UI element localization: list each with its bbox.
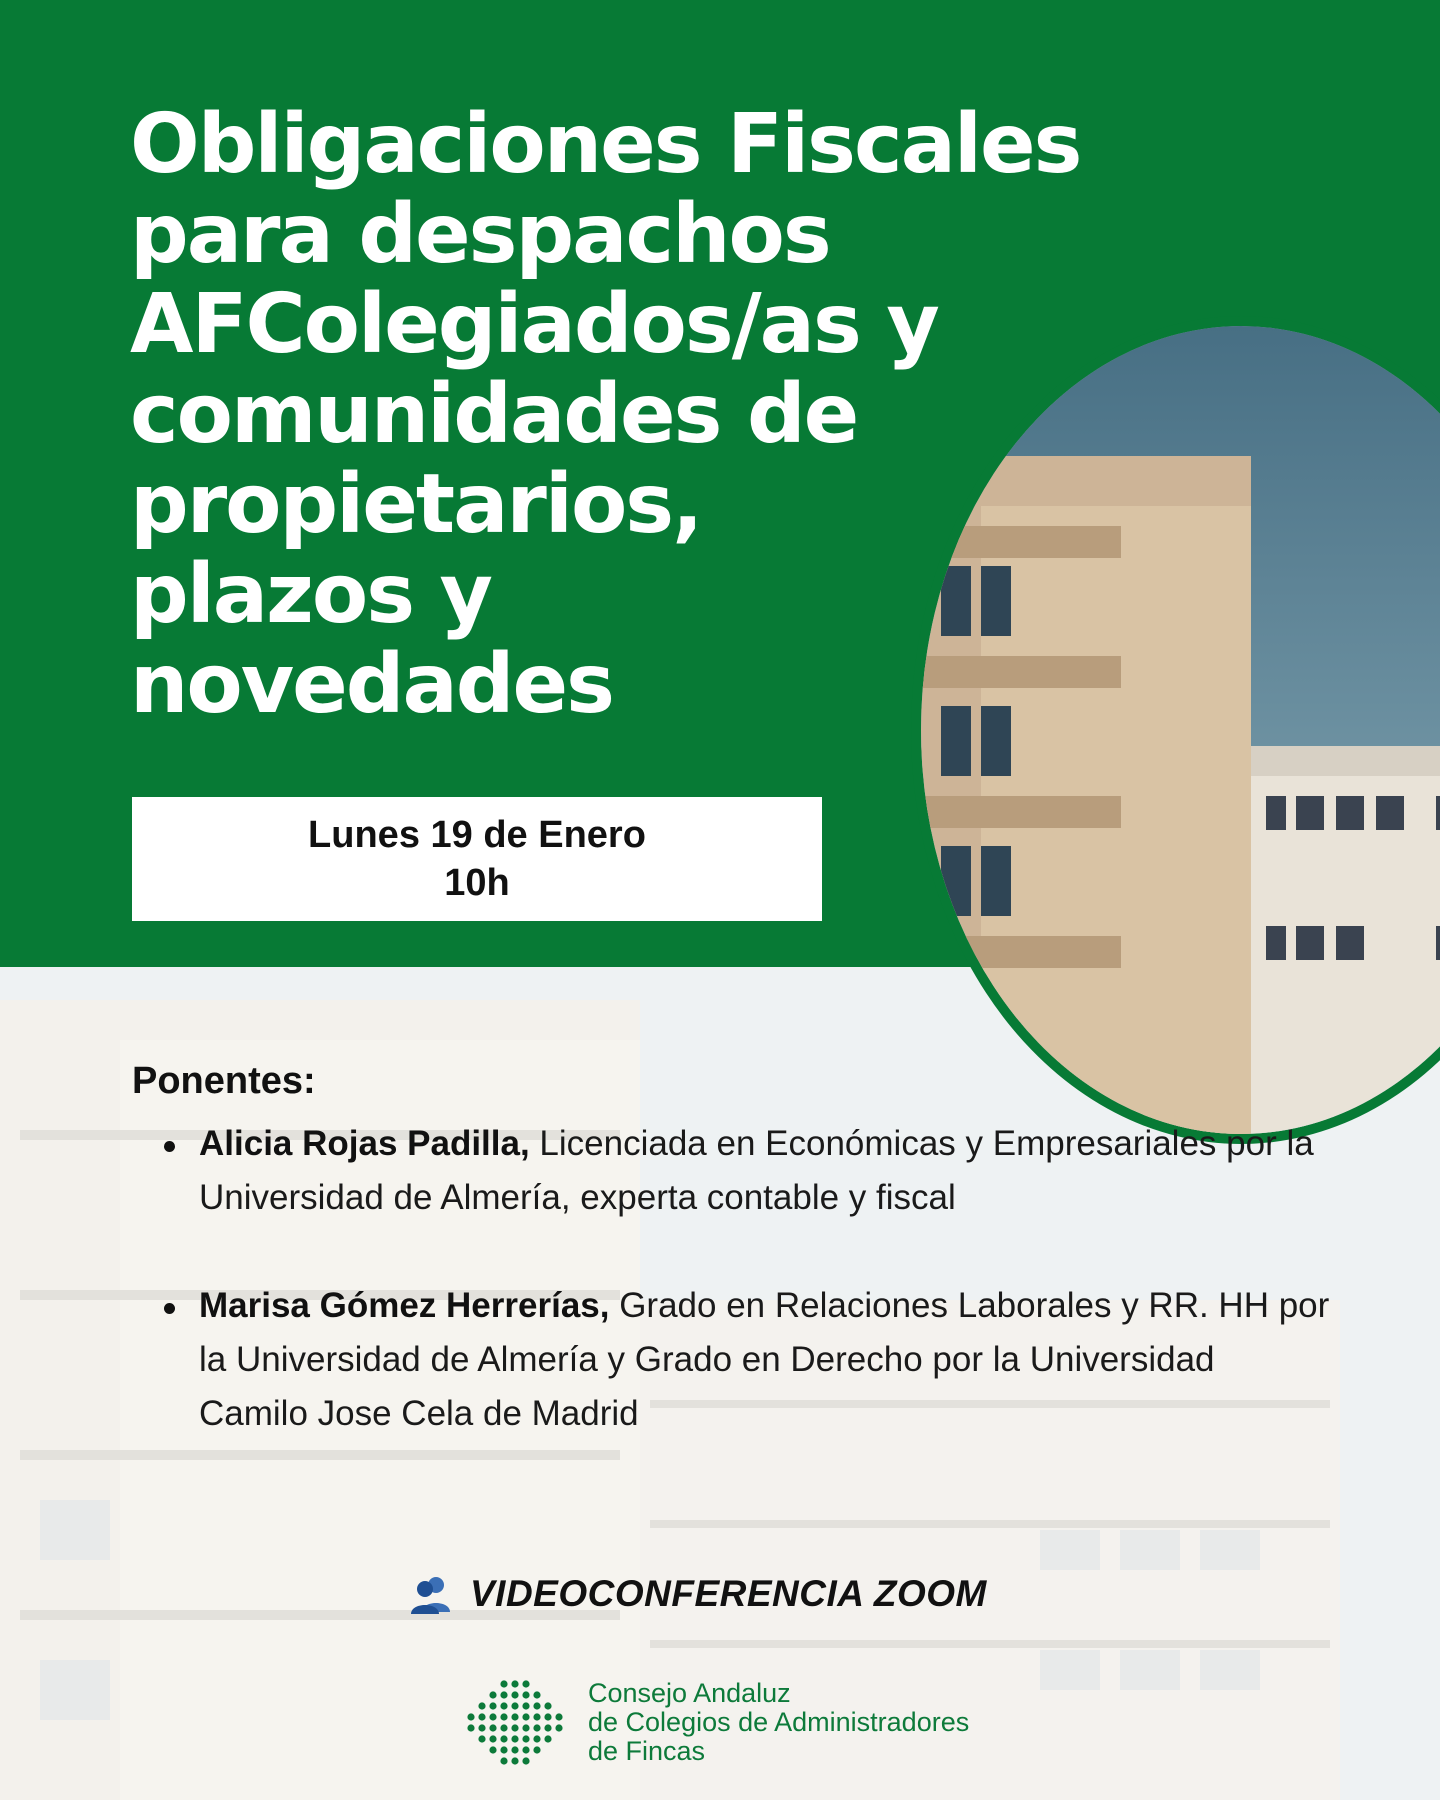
logo-dot [533, 1724, 540, 1731]
title-line: propietarios, [130, 457, 702, 552]
logo-dot [500, 1746, 507, 1753]
logo-dot [511, 1757, 518, 1764]
logo-dot [555, 1724, 562, 1731]
speakers-heading: Ponentes: [132, 1060, 316, 1102]
logo-dot [522, 1713, 529, 1720]
speaker-name: Marisa Gómez Herrerías, [199, 1286, 610, 1325]
organizer-name [588, 1679, 969, 1766]
logo-dot [489, 1746, 496, 1753]
logo-dot [500, 1680, 507, 1687]
logo-dot [555, 1713, 562, 1720]
title-line: novedades [130, 637, 613, 732]
logo-dot [511, 1735, 518, 1742]
logo-dot [489, 1713, 496, 1720]
organizer-line: Consejo Andaluz [588, 1677, 791, 1708]
logo-dot [489, 1724, 496, 1731]
title-line: Obligaciones Fiscales [130, 97, 1081, 192]
logo-dot [522, 1746, 529, 1753]
organizer [464, 1676, 969, 1768]
speakers-section [132, 1060, 1332, 1495]
title-line: comunidades de [130, 367, 858, 462]
logo-dot [522, 1691, 529, 1698]
speaker-bio: Licenciada en Económicas y Empresariales por la Universidad de Almería, experta contable y fiscal [199, 1124, 1314, 1217]
logo-dot [478, 1702, 485, 1709]
speaker-bio: Grado en Relaciones Laborales y RR. HH por la Universidad de Almería y Grado en Derecho por la Universidad Camilo Jose Cela de Madrid [199, 1286, 1330, 1433]
list-item [132, 1117, 1332, 1225]
title-line: plazos y [130, 547, 492, 642]
logo-dot [533, 1713, 540, 1720]
logo-dot [533, 1735, 540, 1742]
logo-dot [544, 1735, 551, 1742]
logo-dot [489, 1735, 496, 1742]
logo-dot [511, 1680, 518, 1687]
logo-dot [478, 1735, 485, 1742]
logo-dot [511, 1724, 518, 1731]
format-line [410, 1573, 987, 1615]
logo-dot [533, 1746, 540, 1753]
logo-dot [533, 1702, 540, 1709]
title-line: para despachos [130, 187, 830, 282]
logo-dot [489, 1691, 496, 1698]
logo-dot [478, 1724, 485, 1731]
format-label: VIDEOCONFERENCIA ZOOM [470, 1573, 987, 1614]
logo-dot [544, 1702, 551, 1709]
logo-dot [511, 1713, 518, 1720]
logo-dot [478, 1713, 485, 1720]
logo-dot [500, 1713, 507, 1720]
organizer-line: de Fincas [588, 1735, 706, 1766]
speaker-name: Alicia Rojas Padilla, [199, 1124, 530, 1163]
logo-dot [500, 1702, 507, 1709]
logo-dot [533, 1691, 540, 1698]
logo-dot [489, 1702, 496, 1709]
speaker-list [132, 1117, 1332, 1441]
logo-dot [500, 1691, 507, 1698]
logo-dot [544, 1713, 551, 1720]
logo-dot [500, 1724, 507, 1731]
event-date: Lunes 19 de Enero [308, 814, 646, 856]
people-icon [410, 1574, 452, 1614]
logo-dot [511, 1746, 518, 1753]
logo-dot [511, 1702, 518, 1709]
logo-dot [544, 1724, 551, 1731]
logo-dot [522, 1702, 529, 1709]
logo-dot [500, 1735, 507, 1742]
organizer-line: de Colegios de Administradores [588, 1706, 970, 1737]
logo-dot [500, 1757, 507, 1764]
list-item [132, 1279, 1332, 1441]
logo-dot [522, 1680, 529, 1687]
title-line: AFColegiados/as y [130, 277, 938, 372]
logo-dot [467, 1713, 474, 1720]
logo-dot [522, 1757, 529, 1764]
logo-dot [511, 1691, 518, 1698]
event-time: 10h [444, 862, 510, 904]
logo-dot [522, 1735, 529, 1742]
date-time-box [132, 797, 822, 921]
dot-grid-logo [464, 1676, 566, 1768]
logo-dot [522, 1724, 529, 1731]
logo-dot [467, 1724, 474, 1731]
